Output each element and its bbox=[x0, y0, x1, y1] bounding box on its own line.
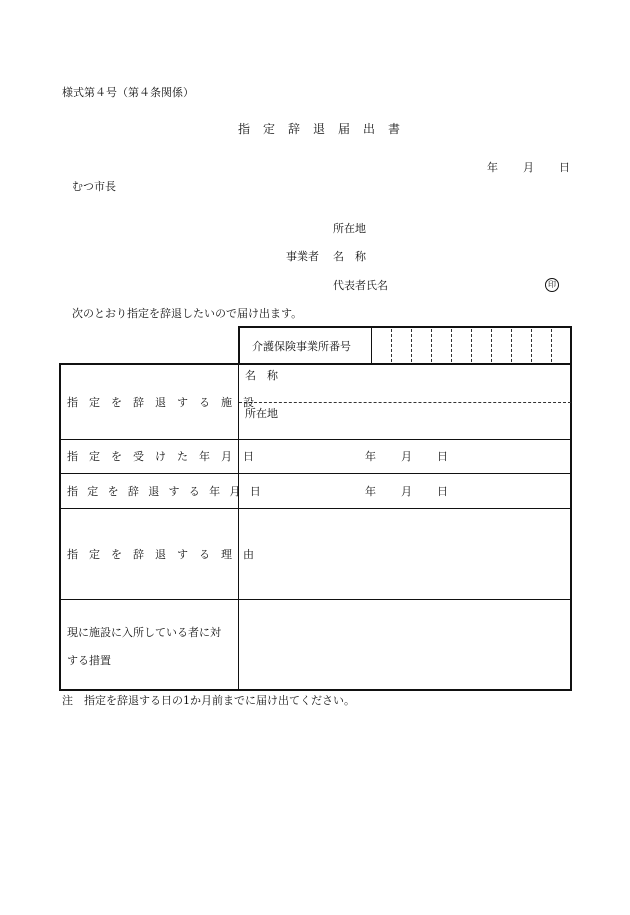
digit-cell-divider bbox=[471, 329, 472, 362]
measures-label-line2: する措置 bbox=[67, 654, 111, 667]
designated-year-label: 年 bbox=[365, 450, 376, 463]
applicant-address-label: 所在地 bbox=[333, 222, 366, 235]
digit-cell-divider bbox=[511, 329, 512, 362]
addressee: むつ市長 bbox=[72, 180, 116, 193]
digit-cell-divider bbox=[551, 329, 552, 362]
digit-cell-divider bbox=[531, 329, 532, 362]
intro-text: 次のとおり指定を辞退したいので届け出ます。 bbox=[72, 307, 303, 320]
designated-day-label: 日 bbox=[437, 450, 448, 463]
table-row-divider bbox=[60, 473, 571, 474]
withdrawal-date-label: 指定を辞退する年月日 bbox=[67, 485, 270, 498]
withdrawal-day-label: 日 bbox=[437, 485, 448, 498]
page-title: 指定辞退届出書 bbox=[238, 122, 414, 136]
withdrawal-year-label: 年 bbox=[365, 485, 376, 498]
table-row-divider bbox=[60, 599, 571, 600]
measures-label-line1: 現に施設に入所している者に対 bbox=[67, 626, 221, 639]
applicant-name-label: 名 称 bbox=[333, 250, 366, 263]
digit-cell-divider bbox=[451, 329, 452, 362]
table-column-divider bbox=[238, 364, 239, 690]
withdrawal-month-label: 月 bbox=[401, 485, 412, 498]
withdrawal-table bbox=[59, 363, 572, 691]
date-year-label: 年 bbox=[487, 161, 498, 174]
digit-cell-divider bbox=[491, 329, 492, 362]
digit-cell-divider bbox=[431, 329, 432, 362]
designated-month-label: 月 bbox=[401, 450, 412, 463]
date-month-label: 月 bbox=[523, 161, 534, 174]
date-day-label: 日 bbox=[559, 161, 570, 174]
facility-label: 指定を辞退する施設 bbox=[67, 396, 265, 409]
facility-name-label: 名 称 bbox=[245, 369, 278, 382]
digit-cell-divider bbox=[411, 329, 412, 362]
seal-mark: 印 bbox=[545, 278, 559, 292]
table-row-divider bbox=[60, 508, 571, 509]
applicant-group-label: 事業者 bbox=[286, 250, 319, 263]
facility-row-dashed-divider bbox=[239, 402, 571, 403]
digit-cell-divider bbox=[391, 329, 392, 362]
footer-note: 注 指定を辞退する日の1か月前までに届け出てください。 bbox=[62, 694, 355, 707]
office-number-label: 介護保険事業所番号 bbox=[252, 340, 351, 353]
office-number-divider bbox=[371, 327, 372, 364]
reason-label: 指定を辞退する理由 bbox=[67, 548, 265, 561]
table-row-divider bbox=[60, 439, 571, 440]
form-number: 様式第４号（第４条関係） bbox=[62, 86, 194, 99]
designated-date-label: 指定を受けた年月日 bbox=[67, 450, 265, 463]
applicant-representative-label: 代表者氏名 bbox=[333, 279, 388, 292]
facility-address-label: 所在地 bbox=[245, 407, 278, 420]
